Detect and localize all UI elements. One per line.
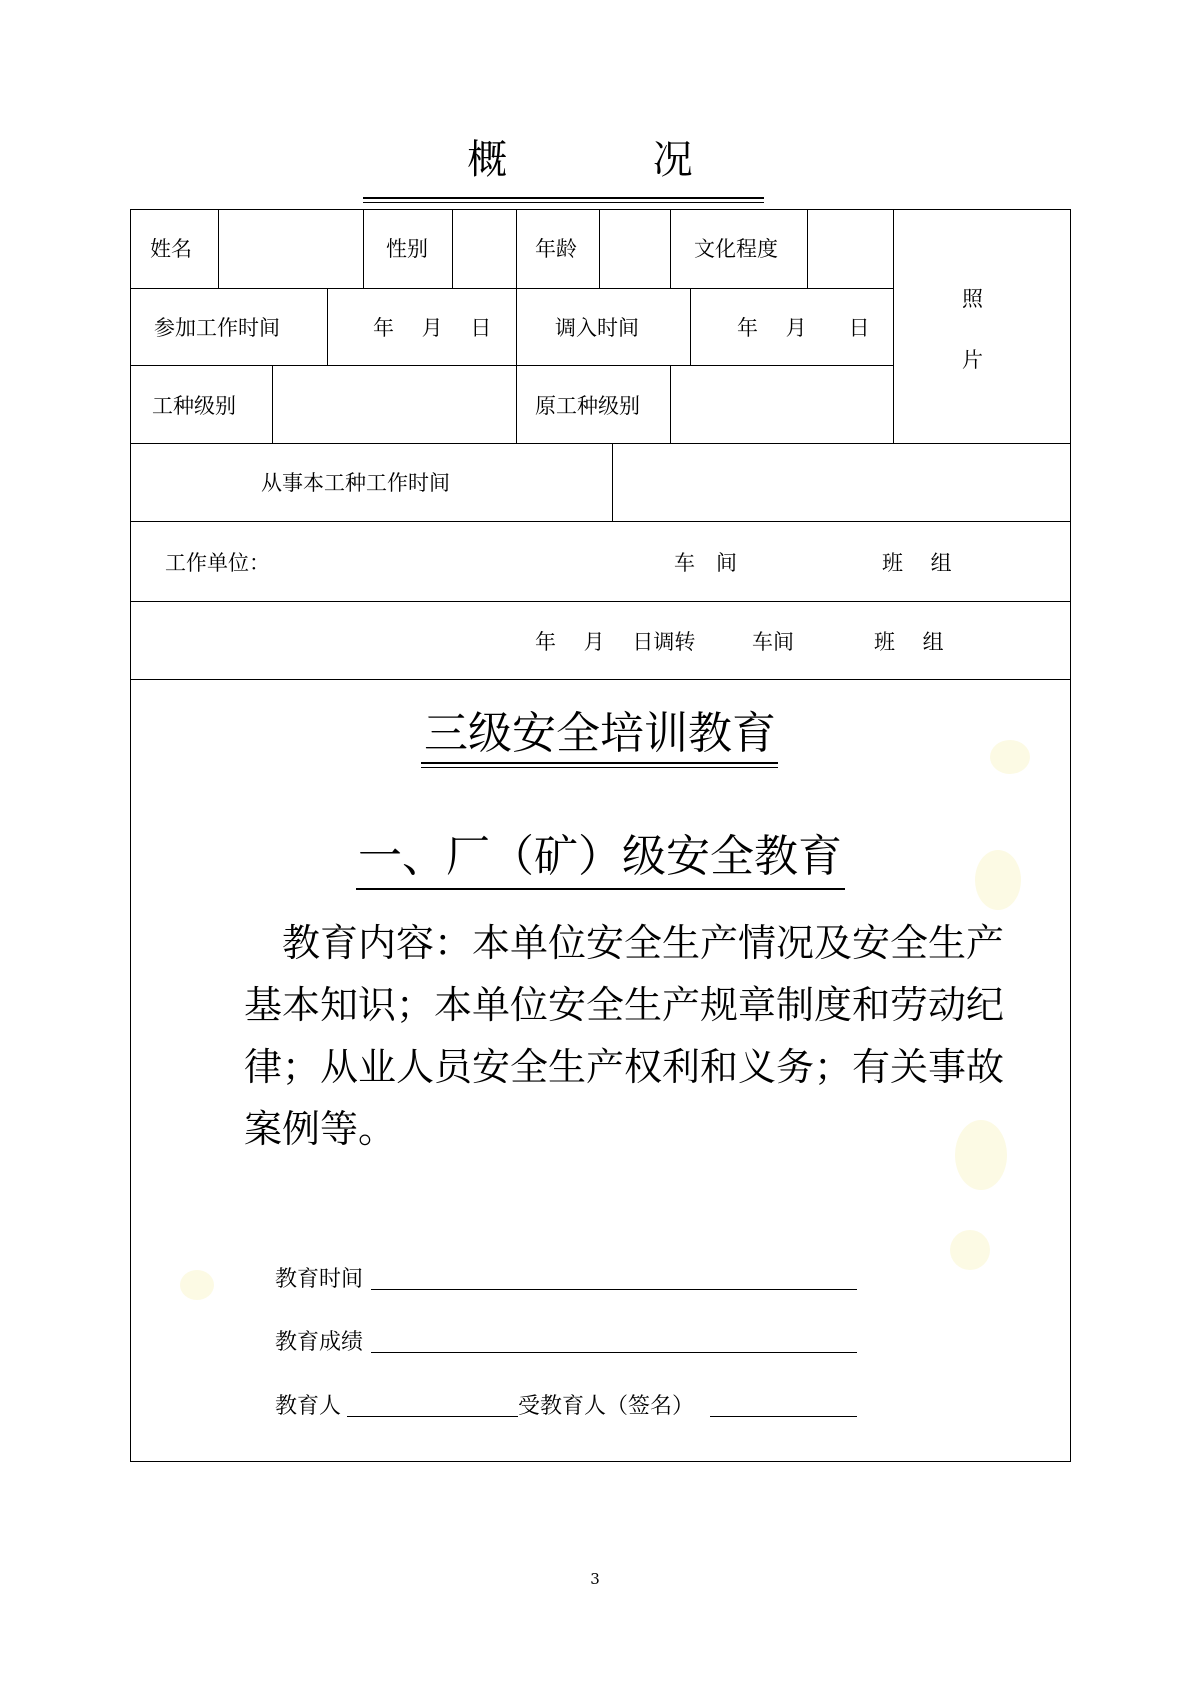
education-content xyxy=(244,912,1064,1160)
team-label: 班 组 xyxy=(882,551,952,575)
table-rule xyxy=(452,209,453,288)
work-unit-label: 工作单位： xyxy=(165,551,270,575)
content-line: 案例等。 xyxy=(244,1107,397,1151)
education-time-label: 教育时间 xyxy=(275,1267,364,1292)
education-score-label: 教育成绩 xyxy=(275,1330,364,1355)
trainee-signature-label: 受教育人（签名） xyxy=(518,1394,695,1419)
education-time-field[interactable] xyxy=(371,1289,857,1290)
table-rule xyxy=(130,443,1071,444)
title-double-rule-top xyxy=(363,197,764,199)
transfer-date-ymd: 年 月 日 xyxy=(737,316,870,340)
table-rule xyxy=(130,679,1071,680)
transfer-date-text: 年 月 日调转 xyxy=(535,630,696,654)
transfer-in-time-label: 调入时间 xyxy=(555,316,639,340)
table-rule xyxy=(516,209,517,288)
table-rule xyxy=(599,209,600,288)
name-label: 姓名 xyxy=(150,237,192,261)
education-score-field[interactable] xyxy=(371,1352,857,1353)
gender-label: 性别 xyxy=(386,237,428,261)
title-double-rule-bottom xyxy=(363,202,764,203)
transfer-team-label: 班 组 xyxy=(874,630,944,654)
table-rule xyxy=(516,365,517,443)
title-char-1: 概 xyxy=(467,137,508,183)
photo-label-char-1: 照 xyxy=(962,287,983,311)
table-rule xyxy=(893,209,894,443)
training-title-rule-bottom xyxy=(421,767,778,768)
table-rule xyxy=(130,365,894,366)
level-title-underline xyxy=(356,888,845,890)
join-work-time-label: 参加工作时间 xyxy=(154,316,280,340)
original-job-level-label: 原工种级别 xyxy=(535,394,640,418)
page-number: 3 xyxy=(590,1570,600,1588)
page-title xyxy=(360,128,800,185)
content-line: 基本知识；本单位安全生产规章制度和劳动纪 xyxy=(244,983,1005,1027)
table-rule xyxy=(670,365,671,443)
table-rule xyxy=(130,521,1071,522)
educator-field[interactable] xyxy=(347,1416,518,1417)
table-rule xyxy=(807,209,808,288)
table-rule xyxy=(130,601,1071,602)
table-rule xyxy=(612,443,613,521)
training-main-title: 三级安全培训教育 xyxy=(424,708,776,759)
table-rule xyxy=(516,288,517,365)
transfer-workshop-label: 车间 xyxy=(752,630,794,654)
join-date-ymd: 年 月 日 xyxy=(373,316,492,340)
content-line: 教育内容：本单位安全生产情况及安全生产 xyxy=(244,921,1005,965)
table-rule xyxy=(272,365,273,443)
content-line: 律；从业人员安全生产权利和义务；有关事故 xyxy=(244,1045,1005,1089)
photo-label-char-2: 片 xyxy=(962,348,983,372)
level-title: 一、厂（矿）级安全教育 xyxy=(358,831,842,882)
table-rule xyxy=(670,209,671,288)
title-char-2: 况 xyxy=(652,137,693,183)
table-rule xyxy=(130,288,894,289)
training-title-rule-top xyxy=(421,762,778,764)
table-rule xyxy=(327,288,328,365)
table-rule xyxy=(363,209,364,288)
table-rule xyxy=(690,288,691,365)
education-label: 文化程度 xyxy=(694,237,778,261)
age-label: 年龄 xyxy=(535,237,577,261)
years-in-job-label: 从事本工种工作时间 xyxy=(261,471,450,495)
table-rule xyxy=(218,209,219,288)
workshop-label: 车 间 xyxy=(674,551,737,575)
educator-label: 教育人 xyxy=(275,1394,342,1419)
trainee-signature-field[interactable] xyxy=(710,1416,857,1417)
job-level-label: 工种级别 xyxy=(152,394,236,418)
